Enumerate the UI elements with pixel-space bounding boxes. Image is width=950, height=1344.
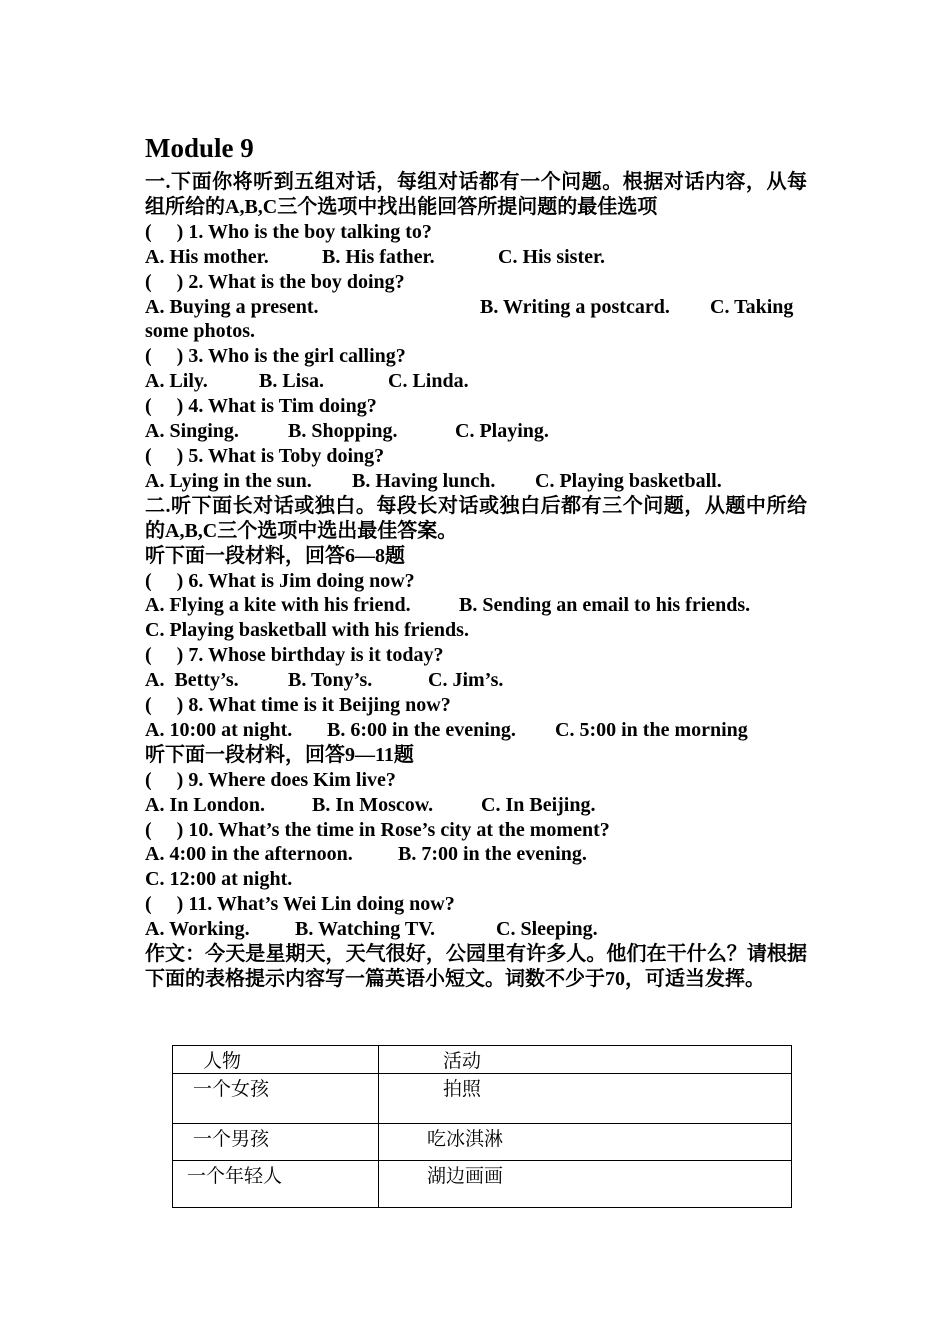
question-8: ( ) 8. What time is it Beijing now?	[145, 694, 451, 717]
option-b: B. In Moscow.	[312, 793, 434, 816]
table-header-cell: 人物	[173, 1046, 379, 1074]
option-a: A. Flying a kite with his friend.	[145, 594, 411, 617]
option-a: A. Betty’s.	[145, 669, 239, 692]
option-b: B. Lisa.	[259, 370, 325, 393]
question-9-options	[145, 793, 807, 818]
material-heading-2: 听下面一段材料，回答9—11题	[145, 743, 414, 766]
question-6-options	[145, 593, 807, 618]
question-2: ( ) 2. What is the boy doing?	[145, 270, 405, 293]
table-cell: 拍照	[379, 1074, 792, 1124]
option-a: A. Singing.	[145, 420, 239, 443]
composition-table	[172, 1045, 792, 1208]
option-c: C. Linda.	[388, 370, 469, 393]
table-header-cell: 活动	[379, 1046, 792, 1074]
option-b: B. 7:00 in the evening.	[398, 843, 587, 866]
question-9: ( ) 9. Where does Kim live?	[145, 768, 396, 791]
option-c: C. In Beijing.	[481, 793, 596, 816]
option-c: C. His sister.	[498, 245, 606, 268]
question-11: ( ) 11. What’s Wei Lin doing now?	[145, 893, 455, 916]
option-a: A. Lying in the sun.	[145, 469, 312, 492]
question-10: ( ) 10. What’s the time in Rose’s city at the moment?	[145, 818, 610, 841]
table-row	[173, 1074, 792, 1124]
table-row	[173, 1161, 792, 1208]
question-2-options	[145, 295, 807, 320]
option-c: C. Taking	[710, 295, 794, 318]
worksheet	[145, 130, 807, 992]
table-cell: 一个女孩	[173, 1074, 379, 1124]
option-b: B. Writing a postcard.	[480, 295, 670, 318]
option-a: A. Buying a present.	[145, 295, 319, 318]
option-a: A. 10:00 at night.	[145, 718, 293, 741]
question-1-options	[145, 245, 807, 270]
table-cell: 一个年轻人	[173, 1161, 379, 1208]
section2-instruction: 二.听下面长对话或独白。每段长对话或独白后都有三个问题，从题中所给的A,B,C三个选项中选出最佳答案。	[145, 494, 807, 542]
option-b: B. Sending an email to his friends.	[459, 594, 751, 617]
question-8-options	[145, 718, 807, 743]
option-c: C. 5:00 in the morning	[555, 718, 748, 741]
option-b: B. His father.	[322, 245, 435, 268]
question-5-options	[145, 469, 807, 494]
table-cell: 一个男孩	[173, 1124, 379, 1161]
option-a: A. His mother.	[145, 245, 269, 268]
option-c: C. Playing basketball.	[535, 469, 722, 492]
material-heading-1: 听下面一段材料，回答6—8题	[145, 544, 405, 567]
question-3: ( ) 3. Who is the girl calling?	[145, 345, 406, 368]
option-c: C. Jim’s.	[428, 669, 504, 692]
question-4-options	[145, 419, 807, 444]
question-4: ( ) 4. What is Tim doing?	[145, 395, 377, 418]
question-5: ( ) 5. What is Toby doing?	[145, 444, 385, 467]
table-header-row	[173, 1046, 792, 1074]
question-6: ( ) 6. What is Jim doing now?	[145, 569, 415, 592]
option-a: A. Working.	[145, 918, 250, 941]
option-c: C. Sleeping.	[496, 918, 598, 941]
option-b: B. Shopping.	[288, 420, 398, 443]
option-a: A. In London.	[145, 793, 266, 816]
option-b: B. Tony’s.	[288, 669, 373, 692]
option-b: B. Watching TV.	[295, 918, 436, 941]
question-2-options-cont: some photos.	[145, 320, 256, 343]
table-cell: 吃冰淇淋	[379, 1124, 792, 1161]
option-c: C. 12:00 at night.	[145, 868, 293, 891]
table-row	[173, 1124, 792, 1161]
composition-instruction: 作文：今天是星期天，天气很好，公园里有许多人。他们在干什么？请根据下面的表格提示内容写一篇英语小短文。词数不少于70，可适当发挥。	[145, 943, 807, 990]
question-10-options	[145, 842, 807, 867]
question-1: ( ) 1. Who is the boy talking to?	[145, 220, 432, 243]
option-a: A. Lily.	[145, 370, 208, 393]
question-7-options	[145, 668, 807, 693]
option-c: C. Playing basketball with his friends.	[145, 619, 469, 642]
option-c: C. Playing.	[455, 420, 549, 443]
option-b: B. 6:00 in the evening.	[327, 718, 516, 741]
page-title: Module 9	[145, 133, 254, 163]
option-a: A. 4:00 in the afternoon.	[145, 843, 353, 866]
question-7: ( ) 7. Whose birthday is it today?	[145, 644, 444, 667]
table-cell: 湖边画画	[379, 1161, 792, 1208]
option-b: B. Having lunch.	[352, 469, 496, 492]
section1-instruction: 一.下面你将听到五组对话，每组对话都有一个问题。根据对话内容，从每组所给的A,B,C三个选项中找出能回答所提问题的最佳选项	[145, 171, 807, 218]
question-3-options	[145, 369, 807, 394]
question-11-options	[145, 917, 807, 942]
